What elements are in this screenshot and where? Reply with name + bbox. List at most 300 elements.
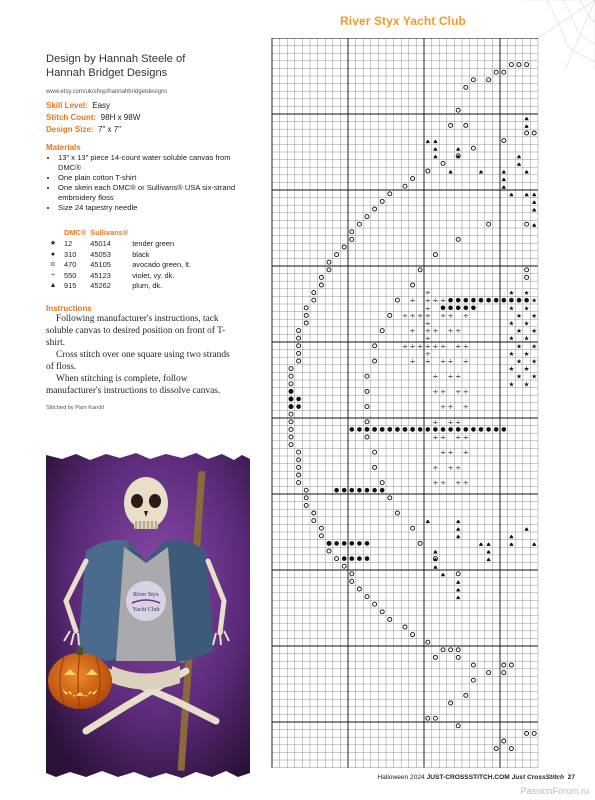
avocado-stitch [304,313,308,317]
violet-stitch: ÷ [447,311,454,320]
green-stitch: ★ [523,319,530,328]
plum-stitch [433,558,437,561]
avocado-stitch [297,465,301,469]
violet-stitch: ÷ [455,433,462,442]
black-stitch [448,306,453,311]
avocado-stitch [471,678,475,682]
avocado-stitch [357,222,361,226]
violet-stitch: ÷ [462,342,469,351]
avocado-stitch [509,663,513,667]
green-stitch: ★ [531,311,538,320]
black-stitch [486,298,491,303]
violet-stitch: ÷ [424,304,431,313]
violet-stitch: ÷ [424,296,431,305]
materials-list [46,153,246,213]
black-stitch [418,427,423,432]
designer-line-2: Hannah Bridget Designs [46,67,168,79]
avocado-stitch [426,169,430,173]
avocado-stitch [449,123,453,127]
avocado-stitch [388,192,392,196]
green-stitch: ★ [523,349,530,358]
black-stitch [327,541,332,546]
key-sullivans: 45105 [90,260,111,269]
black-stitch [494,427,499,432]
plum-stitch [532,223,536,226]
materials-item: • Size 24 tapestry needle [58,203,246,213]
avocado-stitch [418,268,422,272]
green-stitch: ★ [531,342,538,351]
avocado-stitch [464,85,468,89]
black-stitch [372,488,377,493]
violet-stitch: ÷ [409,342,416,351]
black-stitch [365,556,370,561]
key-dmc: 470 [64,260,77,269]
violet-stitch: ÷ [424,311,431,320]
green-stitch: ★ [508,365,515,374]
black-stitch [464,306,469,311]
watermark: PassionForum.ru [520,786,589,796]
avocado-stitch [373,602,377,606]
avocado-stitch [502,663,506,667]
key-color-name: black [132,249,150,259]
plum-stitch [449,170,453,173]
avocado-stitch [502,671,506,675]
green-stitch: ★ [508,380,515,389]
plum-stitch [456,581,460,584]
key-sullivans: 45123 [90,270,111,280]
avocado-stitch [342,564,346,568]
avocado-stitch [365,215,369,219]
avocado-stitch [373,207,377,211]
violet-stitch: ÷ [409,357,416,366]
design-size-value: 7" x 7" [98,125,122,134]
black-stitch [479,427,484,432]
violet-stitch: ÷ [409,311,416,320]
avocado-stitch [304,488,308,492]
avocado-stitch [304,321,308,325]
black-stitch [471,306,476,311]
plum-stitch [456,527,460,530]
plum-stitch [509,193,513,196]
avocado-stitch [433,716,437,720]
materials-item: • One plain cotton T-shirt [58,173,246,183]
avocado-stitch [289,420,293,424]
violet-stitch: ÷ [432,342,439,351]
skill-label: Skill Level: [46,101,88,110]
avocado-stitch [335,253,339,257]
avocado-stitch [380,329,384,333]
footer-issue: Halloween 2024 [377,774,425,781]
green-stitch: ★ [516,311,522,320]
key-dmc: 310 [64,249,77,259]
black-stitch [448,298,453,303]
avocado-stitch [365,435,369,439]
violet-stitch: ÷ [424,357,431,366]
shirt-text-line2: Yacht Club [132,607,160,613]
instructions-block [46,304,234,411]
plum-stitch [433,155,437,158]
plum-stitch [456,147,460,150]
key-col-sullivans: Sullivans® [90,228,129,238]
avocado-stitch [319,275,323,279]
black-stitch [365,427,370,432]
drop-icon: ▲ [49,282,57,289]
plum-stitch [433,565,437,568]
avocado-stitch [426,716,430,720]
violet-stitch: ÷ [455,463,462,472]
avocado-stitch [350,237,354,241]
avocado-stitch [297,473,301,477]
open-circle-icon: o [51,261,55,268]
violet-stitch: ÷ [455,327,462,336]
avocado-stitch [350,579,354,583]
plum-stitch [532,201,536,204]
avocado-stitch [441,161,445,165]
black-stitch [471,298,476,303]
stitch-count-label: Stitch Count: [46,113,97,122]
avocado-stitch [304,503,308,507]
violet-stitch: ÷ [462,387,469,396]
avocado-stitch [388,313,392,317]
green-stitch: ★ [508,289,515,298]
plum-stitch [479,543,483,546]
avocado-stitch [312,298,316,302]
violet-stitch: ÷ [424,334,431,343]
black-stitch [388,427,393,432]
plum-stitch [509,543,513,546]
key-dmc: 550 [64,270,77,280]
plum-stitch [525,125,529,128]
violet-stitch: ÷ [440,357,446,366]
avocado-stitch [411,177,415,181]
black-stitch [524,298,529,303]
avocado-stitch [464,693,468,697]
avocado-stitch [365,595,369,599]
green-stitch: ★ [523,289,530,298]
avocado-stitch [319,534,323,538]
green-stitch: ★ [523,334,530,343]
avocado-stitch [487,222,491,226]
black-stitch [441,306,446,311]
violet-stitch: ÷ [440,311,446,320]
black-stitch [479,298,484,303]
black-stitch [296,404,301,409]
chart-grid [272,38,538,768]
avocado-stitch [388,617,392,621]
key-dmc: 12 [64,239,73,248]
black-stitch [289,397,294,402]
black-stitch [433,427,438,432]
skill-value: Easy [92,101,111,110]
black-stitch [403,427,408,432]
avocado-stitch [502,139,506,143]
plum-stitch [532,543,536,546]
designer-line-1: Design by Hannah Steele of [46,53,186,65]
avocado-stitch [373,359,377,363]
avocado-stitch [297,450,301,454]
instruction-paragraph: Following manufacturer's instructions, tack soluble canvas to desired position on front of T-shirt. [46,314,226,348]
violet-stitch: ÷ [440,433,446,442]
avocado-stitch [327,268,331,272]
black-stitch [456,306,461,311]
avocado-stitch [525,222,529,226]
avocado-stitch [494,70,498,74]
violet-stitch: ÷ [455,387,462,396]
instructions-heading: Instructions [46,304,92,313]
violet-stitch: ÷ [440,296,446,305]
black-stitch [372,427,377,432]
key-row [46,281,195,292]
violet-stitch: ÷ [424,289,431,298]
plum-stitch [517,155,521,158]
avocado-stitch [449,648,453,652]
violet-stitch: ÷ [462,311,469,320]
violet-stitch: ÷ [447,418,454,427]
black-stitch [342,488,347,493]
violet-stitch: ÷ [447,372,454,381]
avocado-stitch [403,184,407,188]
avocado-stitch [327,260,331,264]
avocado-stitch [403,625,407,629]
black-stitch [426,427,431,432]
key-sullivans: 45262 [90,281,111,290]
black-stitch [380,488,385,493]
avocado-stitch [456,108,460,112]
green-stitch: ★ [523,380,530,389]
green-stitch: ★ [531,327,538,336]
violet-stitch: ÷ [447,403,454,412]
plum-stitch [426,520,430,523]
avocado-stitch [517,63,521,67]
avocado-stitch [464,123,468,127]
plum-stitch [426,140,430,143]
black-stitch [350,556,355,561]
violet-stitch: ÷ [402,342,408,351]
black-stitch [342,556,347,561]
plum-stitch [532,208,536,211]
avocado-stitch [365,374,369,378]
green-stitch: ★ [523,365,530,374]
avocado-stitch [525,275,529,279]
green-stitch: ★ [531,296,538,305]
violet-stitch: ÷ [417,311,424,320]
avocado-stitch [456,655,460,659]
intro-block [46,52,246,213]
avocado-stitch [525,131,529,135]
violet-stitch: ÷ [455,418,462,427]
violet-stitch: ÷ [455,342,462,351]
key-row [46,271,195,282]
stitcher-credit: Stitched by Pam Kandil [46,405,104,411]
key-color-name: tender green [132,239,175,248]
avocado-stitch [297,481,301,485]
materials-item: • One skein each DMC® or Sullivans® USA six-strand embroidery floss [58,183,246,203]
violet-stitch: ÷ [462,357,469,366]
plum-stitch [502,178,506,181]
avocado-stitch [433,655,437,659]
plum-stitch [532,193,536,196]
avocado-stitch [395,511,399,515]
design-size-label: Design Size: [46,125,94,134]
violet-stitch: ÷ [462,433,469,442]
plum-stitch [487,550,491,553]
avocado-stitch [297,351,301,355]
plum-stitch [456,588,460,591]
avocado-stitch [456,724,460,728]
violet-stitch: ÷ [432,418,439,427]
avocado-stitch [433,253,437,257]
black-stitch [441,427,446,432]
plum-stitch [433,147,437,150]
avocado-stitch [532,731,536,735]
black-stitch [456,427,461,432]
avocado-stitch [297,359,301,363]
avocado-stitch [350,572,354,576]
avocado-stitch [312,291,316,295]
violet-stitch: ÷ [432,327,439,336]
black-stitch [350,427,355,432]
avocado-stitch [297,329,301,333]
instruction-paragraph: When stitching is complete, follow manufacturer's instructions to dissolve canvas. [46,374,221,396]
black-stitch [395,427,400,432]
violet-stitch: ÷ [432,433,439,442]
avocado-stitch [289,382,293,386]
violet-stitch: ÷ [424,319,431,328]
floss-key [46,228,246,292]
divide-icon: ÷ [51,271,55,279]
plum-stitch [525,527,529,530]
avocado-stitch [456,648,460,652]
green-stitch: ★ [516,342,522,351]
avocado-stitch [289,443,293,447]
avocado-stitch [327,549,331,553]
avocado-stitch [373,465,377,469]
violet-stitch: ÷ [424,349,431,358]
avocado-stitch [304,496,308,500]
avocado-stitch [380,610,384,614]
black-stitch [357,427,362,432]
black-stitch [486,427,491,432]
avocado-stitch [297,344,301,348]
skeleton-photo [46,451,250,781]
green-stitch: ★ [516,327,522,336]
black-stitch [365,488,370,493]
black-stitch [494,298,499,303]
green-stitch: ★ [508,304,515,313]
violet-stitch: ÷ [432,387,439,396]
black-stitch [289,389,294,394]
plum-stitch [517,163,521,166]
black-stitch [357,556,362,561]
avocado-stitch [502,70,506,74]
filled-circle-icon: ● [50,250,56,258]
violet-stitch: ÷ [432,372,439,381]
plum-stitch [479,170,483,173]
plum-stitch [502,185,506,188]
black-stitch [464,427,469,432]
avocado-stitch [449,701,453,705]
black-stitch [334,488,339,493]
avocado-stitch [456,237,460,241]
violet-stitch: ÷ [462,403,469,412]
black-stitch [296,397,301,402]
stitch-count-value: 98H x 98W [100,113,141,122]
materials-item: • 13" x 13" piece 14-count water soluble canvas from DMC® [58,153,246,173]
violet-stitch: ÷ [455,372,462,381]
violet-stitch: ÷ [424,342,431,351]
shirt-text-line1: River Styx [133,592,159,598]
avocado-stitch [297,336,301,340]
page-footer [377,774,575,781]
plum-stitch [433,550,437,553]
avocado-stitch [312,519,316,523]
designer-website: www.etsy.com/uk/shop/hannahbridgetdesigns [46,89,168,95]
avocado-stitch [471,663,475,667]
avocado-stitch [388,496,392,500]
avocado-stitch [509,747,513,751]
violet-stitch: ÷ [462,296,469,305]
star-icon: ★ [49,240,57,247]
avocado-stitch [509,63,513,67]
violet-stitch: ÷ [440,342,446,351]
violet-stitch: ÷ [440,403,446,412]
avocado-stitch [411,633,415,637]
avocado-stitch [418,541,422,545]
key-col-dmc: DMC® [64,228,87,238]
plum-stitch [509,535,513,538]
plum-stitch [525,170,529,173]
plum-stitch [456,596,460,599]
green-stitch: ★ [516,372,522,381]
black-stitch [342,541,347,546]
avocado-stitch [350,230,354,234]
black-stitch [357,541,362,546]
black-stitch [350,541,355,546]
plum-stitch [441,573,445,576]
avocado-stitch [365,389,369,393]
black-stitch [365,541,370,546]
avocado-stitch [289,412,293,416]
plum-stitch [525,193,529,196]
violet-stitch: ÷ [455,296,462,305]
cross-stitch-chart [270,38,580,768]
avocado-stitch [319,283,323,287]
avocado-stitch [456,572,460,576]
violet-stitch: ÷ [447,463,454,472]
avocado-stitch [342,245,346,249]
footer-brand: Just CrossStitch [511,774,564,781]
black-stitch [502,298,507,303]
violet-stitch: ÷ [402,311,408,320]
avocado-stitch [289,374,293,378]
green-stitch: ★ [508,349,515,358]
avocado-stitch [411,283,415,287]
violet-stitch: ÷ [409,327,416,336]
instruction-paragraph: Cross stitch over one square using two strands of floss. [46,350,230,372]
black-stitch [350,488,355,493]
key-row [46,239,195,250]
violet-stitch: ÷ [432,296,439,305]
avocado-stitch [297,458,301,462]
black-stitch [410,427,415,432]
violet-stitch: ÷ [432,463,439,472]
violet-stitch: ÷ [462,479,469,488]
avocado-stitch [335,557,339,561]
footer-site: JUST-CROSSSTITCH.COM [426,774,510,781]
avocado-stitch [532,131,536,135]
avocado-stitch [373,450,377,454]
key-color-name: plum, dk. [132,281,163,290]
